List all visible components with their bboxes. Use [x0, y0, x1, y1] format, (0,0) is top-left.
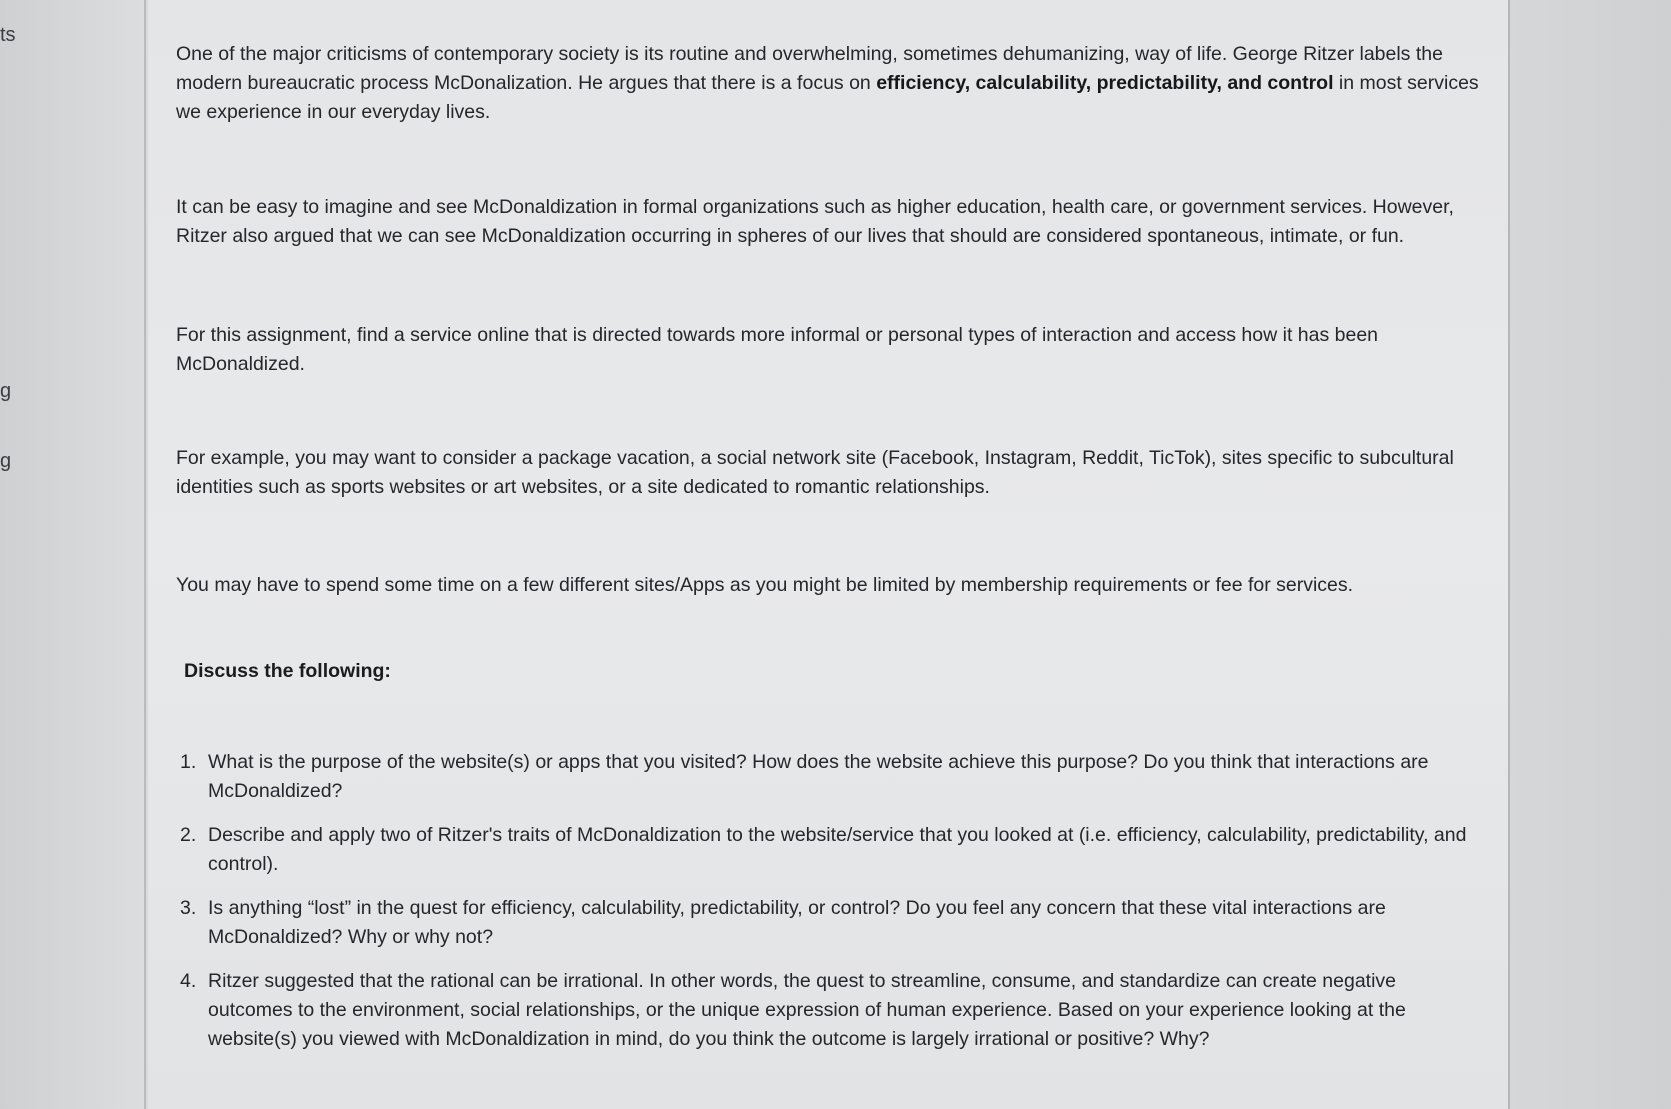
- question-item: [180, 967, 1480, 1054]
- question-number: 4.: [180, 970, 197, 992]
- right-sidebar: [1508, 0, 1671, 1109]
- question-text: Describe and apply two of Ritzer's traits of McDonaldization to the website/service that you looked at (i.e. efficiency, calculability, predictability, and control).: [208, 824, 1467, 875]
- question-list: [180, 748, 1480, 1069]
- question-item: [180, 894, 1480, 952]
- question-text: Is anything “lost” in the quest for efficiency, calculability, predictability, or control? Do you feel any concern that these vital interactions are McDonaldized? Why or why not?: [208, 897, 1386, 948]
- question-item: [180, 821, 1480, 879]
- question-number: 1.: [180, 751, 197, 773]
- question-number: 3.: [180, 897, 197, 919]
- intro-paragraph-1: [176, 40, 1486, 127]
- traits-emphasis: efficiency, calculability, predictability, and control: [876, 72, 1334, 94]
- sidebar-fragment[interactable]: g: [0, 450, 12, 472]
- left-sidebar: [0, 0, 146, 1109]
- intro-text: One of the major criticisms of contemporary society is its routine and overwhelming, sometimes dehumanizing, way of life. George Ritzer labels the modern bureaucratic process McDonalization. He argues that there is a focus on: [176, 43, 1443, 94]
- question-text: What is the purpose of the website(s) or apps that you visited? How does the website achieve this purpose? Do you think that interactions are McDonaldized?: [208, 751, 1429, 802]
- intro-text: in most services we experience in our everyday lives.: [176, 72, 1479, 123]
- assignment-paragraph: For this assignment, find a service online that is directed towards more informal or personal types of interaction and access how it has been McDonaldized.: [176, 324, 1379, 375]
- example-paragraph: For example, you may want to consider a package vacation, a social network site (Facebook, Instagram, Reddit, TicTok), sites specific to subcultural identities such as sports websites or art websites, or a site dedicated to romantic relationships.: [176, 447, 1454, 498]
- discuss-heading: Discuss the following:: [184, 660, 391, 682]
- question-number: 2.: [180, 824, 197, 846]
- note-paragraph: You may have to spend some time on a few different sites/Apps as you might be limited by membership requirements or fee for services.: [176, 574, 1354, 596]
- assignment-content: [148, 0, 1508, 1109]
- question-item: [180, 748, 1480, 806]
- question-text: Ritzer suggested that the rational can be irrational. In other words, the quest to streamline, consume, and standardize can create negative outcomes to the environment, social relationships, or the unique expression of human experience. Based on your experience looking at the website(s) you viewed with McDonaldization in mind, do you think the outcome is largely irrational or positive? Why?: [208, 970, 1406, 1050]
- sidebar-fragment[interactable]: g: [0, 380, 12, 402]
- sidebar-fragment[interactable]: ts: [0, 24, 16, 46]
- intro-paragraph-2: It can be easy to imagine and see McDonaldization in formal organizations such as higher education, health care, or government services. However, Ritzer also argued that we can see McDonaldization occurring in spheres of our lives that should are considered spontaneous, intimate, or fun.: [176, 196, 1454, 247]
